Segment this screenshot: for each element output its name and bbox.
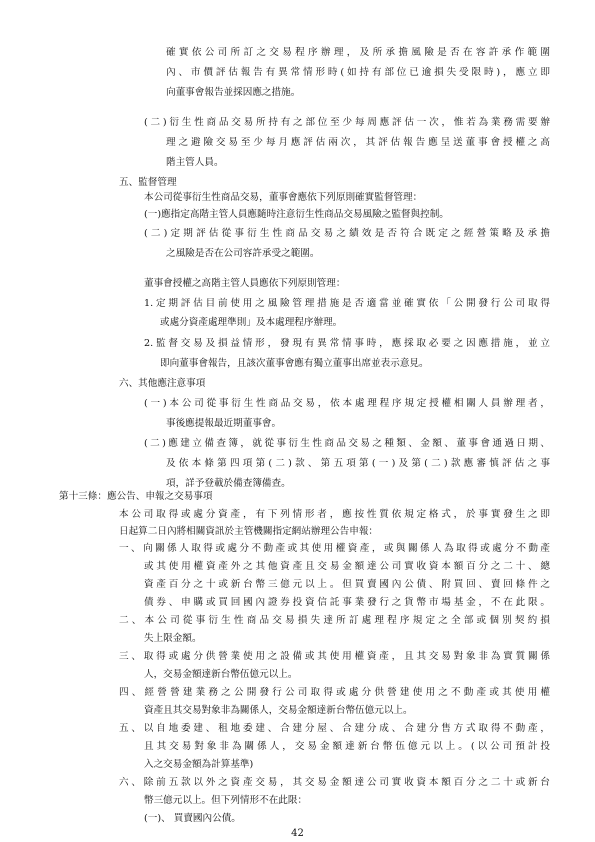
text-line: 三、取得或處分供營業使用之設備或其使用權資產，且其交易對象非為實質關係	[119, 651, 550, 662]
text-line: 日起算二日內將相關資訊於主管機關指定網站辦理公告申報：	[119, 526, 379, 537]
text-line: 內、市價評估報告有異常情形時(如持有部位已逾損失受限時)，應立即	[166, 67, 550, 78]
text-line: (二)應建立備查簿，就從事衍生性商品交易之種類、金額、董事會通過日期、	[144, 438, 550, 449]
text-line: 六、除前五款以外之資產交易，其交易金額達公司實收資本額百分之二十或新台	[119, 777, 550, 788]
text-line: 理之避險交易至少每月應評估兩次，其評估報告應呈送董事會授權之高	[166, 137, 550, 148]
text-line: 失上限金額。	[144, 633, 202, 644]
text-line: 項，詳予登載於備查簿備查。	[166, 478, 291, 489]
text-line: 四、經營營建業務之公開發行公司取得或處分供營建使用之不動產或其使用權	[119, 687, 550, 698]
text-line: 且其交易對象非為關係人，交易金額達新台幣伍億元以上。(以公司預計投	[144, 741, 550, 752]
text-line: 五、以自地委建、租地委建、合建分屋、合建分成、合建分售方式取得不動產，	[119, 723, 550, 734]
text-line: 二、本公司從事衍生性商品交易損失達所訂處理程序規定之全部或個別契約損	[119, 615, 550, 626]
text-line: (一)應指定高階主管人員應隨時注意衍生性商品交易風險之監督與控制。	[144, 209, 449, 220]
text-line: (一)、 買賣國內公債。	[144, 813, 241, 824]
text-line: 向董事會報告並採因應之措施。	[166, 87, 301, 98]
text-line: 一、向關係人取得或處分不動產或其使用權資產，或與關係人為取得或處分不動產	[119, 543, 550, 554]
section-heading: 五、監督管理	[119, 177, 177, 188]
text-line: (一)本公司從事衍生性商品交易，依本處理程序規定授權相關人員辦理者，	[144, 398, 550, 409]
text-line: 或其使用權資產外之其他資產且交易金額達公司實收資本額百分之二十、總	[144, 561, 550, 572]
text-line: 本公司取得或處分資產，有下列情形者，應按性質依規定格式，於事實發生之即	[119, 509, 550, 520]
text-line: 階主管人員。	[166, 157, 224, 168]
text-line: 事後應提報最近期董事會。	[166, 418, 282, 429]
text-line: (二)衍生性商品交易所持有之部位至少每周應評估一次，惟若為業務需要辦	[144, 117, 550, 128]
text-line: 債券、申購或買回國內證券投資信託事業發行之貨幣市場基金，不在此限。	[144, 597, 550, 608]
text-line: (二)定期評估從事衍生性商品交易之績效是否符合既定之經營策略及承擔	[144, 228, 550, 239]
text-line: 資產且其交易對象非為關係人，交易金額達新台幣伍億元以上。	[144, 705, 413, 716]
text-line: 或處分資產處理準則」及本處理程序辦理。	[160, 317, 343, 328]
page-number: 42	[291, 828, 304, 839]
text-line: 之風險是否在公司容許承受之範圍。	[166, 248, 320, 259]
text-line: 人，交易金額達新台幣伍億元以上。	[144, 669, 298, 680]
text-line: 1.定期評估目前使用之風險管理措施是否適當並確實依「公開發行公司取得	[144, 298, 550, 309]
text-line: 即向董事會報告，且該次董事會應有獨立董事出席並表示意見。	[160, 358, 429, 369]
text-line: 資產百分之十或新台幣三億元以上。但買賣國內公債、附買回、賣回條件之	[144, 579, 550, 590]
text-line: 2.監督交易及損益情形，發現有異常情事時，應採取必要之因應措施，並立	[144, 338, 550, 349]
text-line: 確實依公司所訂之交易程序辦理，及所承擔風險是否在容許承作範圍	[166, 47, 550, 58]
text-line: 幣三億元以上。但下列情形不在此限：	[144, 795, 308, 806]
section-heading: 六、其他應注意事項	[119, 378, 206, 389]
text-line: 及依本條第四項第(二)款、第五項第(一)及第(二)款應審慎評估之事	[166, 458, 550, 469]
text-line: 本公司從事衍生性商品交易，董事會應依下列原則確實監督管理：	[144, 192, 423, 203]
text-line: 董事會授權之高階主管人員應依下列原則管理：	[144, 278, 346, 289]
article-heading: 第十三條：應公告、申報之交易事項	[59, 491, 213, 502]
text-line: 入之交易金額為計算基準)	[144, 759, 254, 770]
